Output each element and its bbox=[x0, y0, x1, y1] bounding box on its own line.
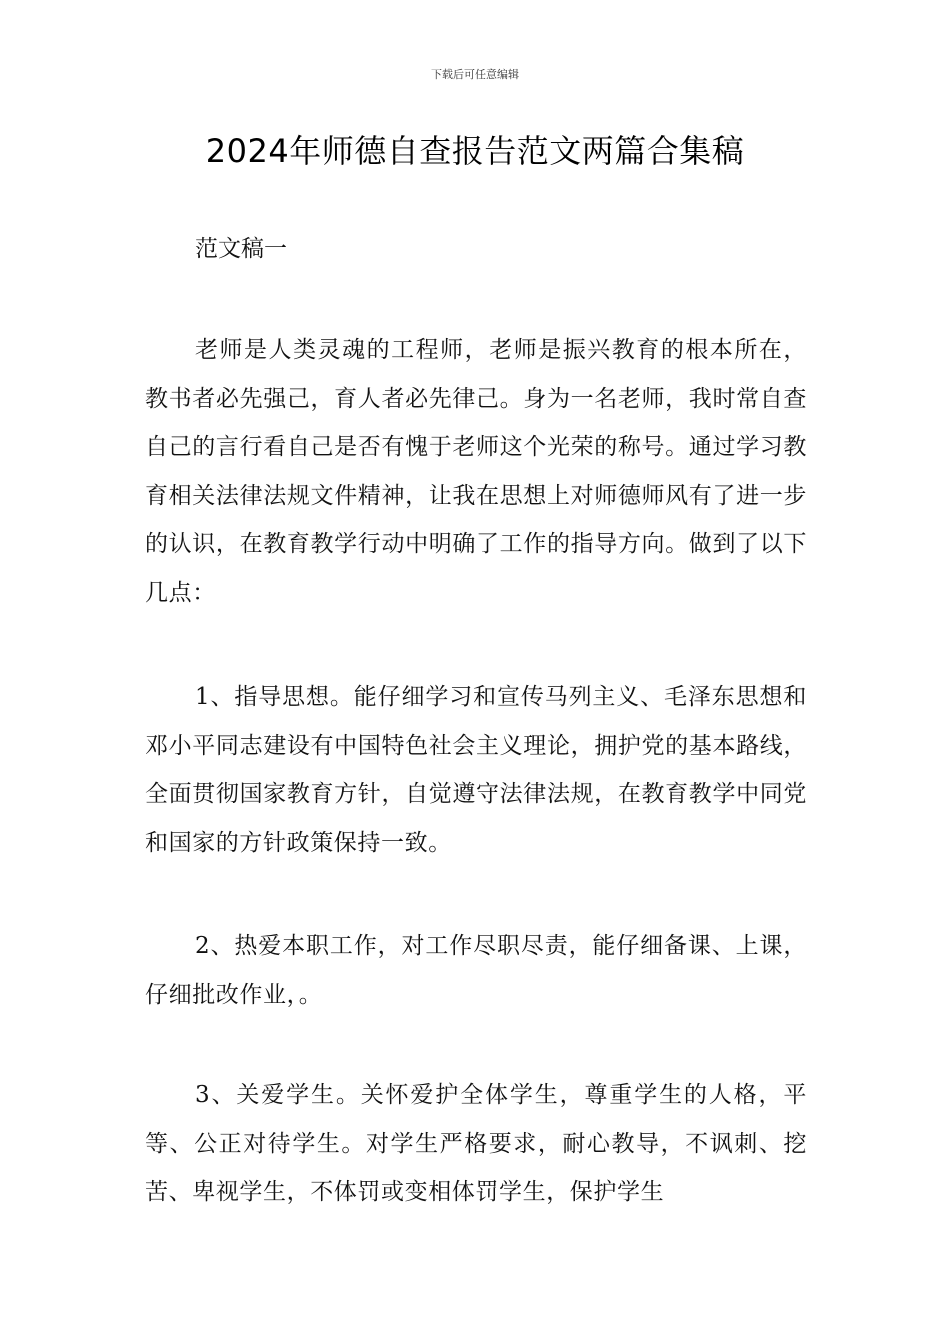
document-title: 2024年师德自查报告范文两篇合集稿 bbox=[205, 132, 745, 170]
header-note: 下载后可任意编辑 bbox=[431, 68, 519, 81]
paragraph-intro: 老师是人类灵魂的工程师，老师是振兴教育的根本所在，教书者必先强己，育人者必先律己。身为一名老师，我时常自查自己的言行看自己是否有愧于老师这个光荣的称号。通过学习教育相关法律法规文件精神，让我在思想上对师德师风有了进一步的认识，在教育教学行动中明确了工作的指导方向。做到了以下几点： bbox=[145, 337, 807, 606]
section-label: 范文稿一 bbox=[195, 236, 287, 262]
paragraph-point-3: 3、关爱学生。关怀爱护全体学生，尊重学生的人格，平等、公正对待学生。对学生严格要求，耐心教导，不讽刺、挖苦、卑视学生，不体罚或变相体罚学生，保护学生 bbox=[145, 1082, 807, 1205]
paragraph-point-2: 2、热爱本职工作，对工作尽职尽责，能仔细备课、上课，仔细批改作业，。 bbox=[145, 933, 807, 1008]
paragraph-point-1: 1、指导思想。能仔细学习和宣传马列主义、毛泽东思想和邓小平同志建设有中国特色社会主义理论，拥护党的基本路线，全面贯彻国家教育方针，自觉遵守法律法规，在教育教学中同党和国家的方针政策保持一致。 bbox=[145, 684, 807, 856]
